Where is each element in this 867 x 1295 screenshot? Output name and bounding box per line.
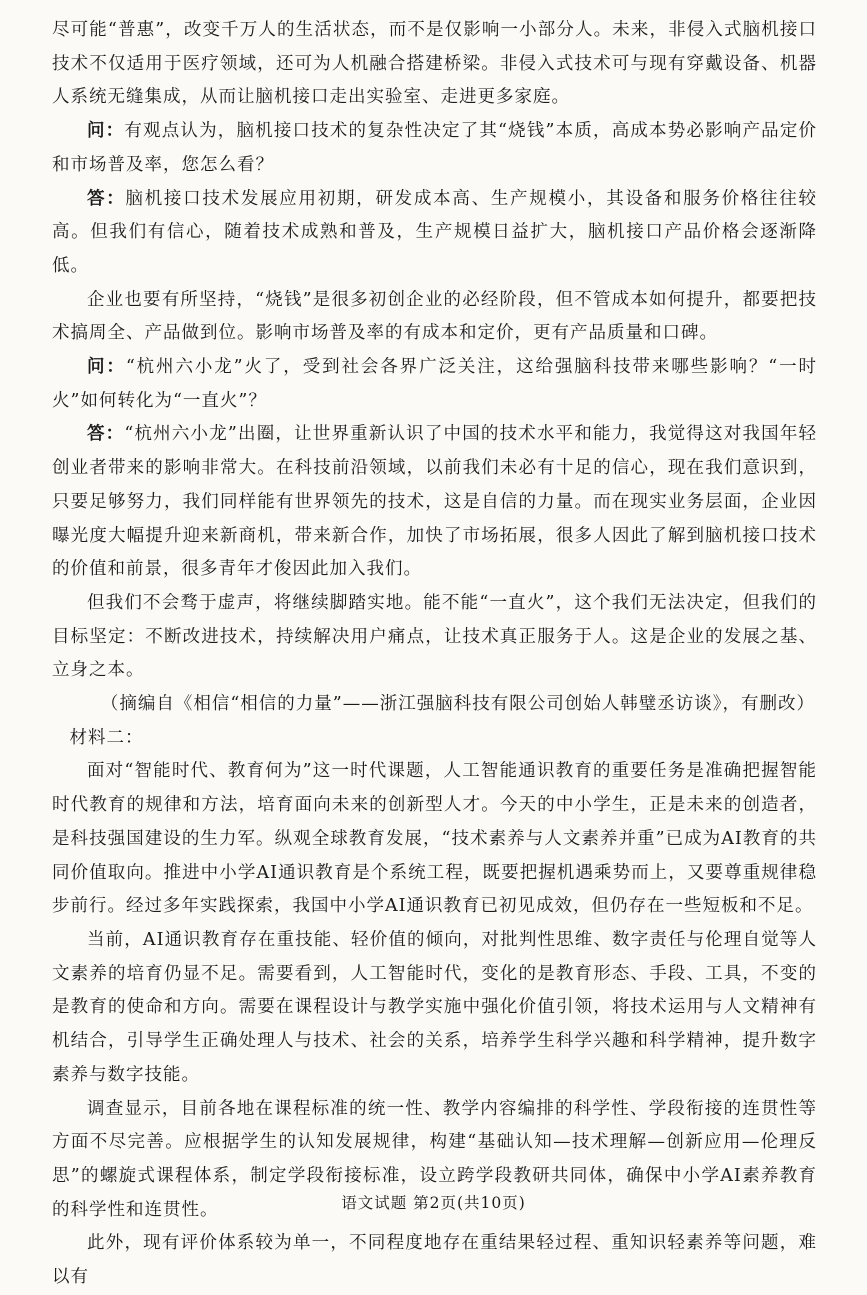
paragraph-text: “杭州六小龙”火了，受到社会各界广泛关注，这给强脑科技带来哪些影响？“一时火”如何转化为“一直火”？ [52, 357, 818, 411]
paragraph-text: 但我们不会骛于虚声，将继续脚踏实地。能不能“一直火”，这个我们无法决定，但我们的目标坚定：不断改进技术，持续解决用户痛点，让技术真正服务于人。这是企业的发展之基、立身之本。 [52, 592, 817, 681]
speaker-label: 问： [87, 357, 126, 378]
paragraph-q1 [52, 755, 817, 924]
paragraph-p5 [52, 351, 817, 418]
material-two-body [52, 755, 817, 1294]
paragraph-text: “杭州六小龙”出圈，让世界重新认识了中国的技术水平和能力，我觉得这对我国年轻创业者带来的影响非常大。在科技前沿领域，以前我们未必有十足的信心，现在我们意识到，只要足够努力，我们同样能有世界领先的技术，这是自信的力量。而在现实业务层面，企业因曝光度大幅提升迎来新商机，带来新合作，加快了市场拓展，很多人因此了解到脑机接口技术的价值和前景，很多青年才俊因此加入我们。 [52, 424, 818, 580]
paragraph-p4 [52, 284, 817, 351]
paragraph-text: 脑机接口技术发展应用初期，研发成本高、生产规模小，其设备和服务价格往往较高。但我们有信心，随着技术成熟和普及，生产规模日益扩大，脑机接口产品价格会逐渐降低。 [52, 188, 818, 276]
paragraph-p2 [52, 115, 817, 182]
speaker-label: 问： [87, 121, 125, 142]
paragraph-q2 [52, 924, 817, 1093]
paragraph-p7 [52, 587, 817, 688]
paragraph-text: 当前，AI通识教育存在重技能、轻价值的倾向，对批判性思维、数字责任与伦理自觉等人文素养的培育仍显不足。需要看到，人工智能时代，变化的是教育形态、手段、工具，不变的是教育的使命和方向。需要在课程设计与教学实施中强化价值引领，将技术运用与人文精神有机结合，引导学生正确处理人与技术、社会的关系，培养学生科学兴趣和科学精神，提升数字素养与数字技能。 [52, 929, 817, 1085]
material-one-body [52, 14, 817, 688]
paragraph-p6 [52, 418, 817, 587]
paragraph-text: 尽可能“普惠”，改变千万人的生活状态，而不是仅影响一小部分人。未来，非侵入式脑机接口技术不仅适用于医疗领域，还可为人机融合搭建桥梁。非侵入式技术可与现有穿戴设备、机器人系统无缝集成，从而让脑机接口走出实验室、走进更多家庭。 [52, 20, 817, 108]
source-note: （摘编自《相信“相信的力量”——浙江强脑科技有限公司创始人韩璧丞访谈》，有删改） [100, 694, 815, 715]
paragraph-text: 有观点认为，脑机接口技术的复杂性决定了其“烧钱”本质，高成本势必影响产品定价和市场普及率，您怎么看？ [52, 121, 818, 175]
material-two-heading: 材料二： [69, 727, 144, 748]
paragraph-text: 面对“智能时代、教育何为”这一时代课题，人工智能通识教育的重要任务是准确把握智能时代教育的规律和方法，培育面向未来的创新型人才。今天的中小学生，正是未来的创造者，是科技强国建设的生力军。纵观全球教育发展，“技术素养与人文素养并重”已成为AI教育的共同价值取向。推进中小学AI通识教育是个系统工程，既要把握机遇乘势而上，又要尊重规律稳步前行。经过多年实践探索，我国中小学AI通识教育已初见成效，但仍存在一些短板和不足。 [52, 761, 817, 917]
paragraph-text: 此外，现有评价体系较为单一，不同程度地存在重结果轻过程、重知识轻素养等问题，难以有 [52, 1233, 817, 1288]
paragraph-p3 [52, 183, 817, 284]
speaker-label: 答： [87, 424, 125, 445]
paragraph-text: 企业也要有所坚持，“烧钱”是很多初创企业的必经阶段，但不管成本如何提升，都要把技术搞周全、产品做到位。影响市场普及率的有成本和定价，更有产品质量和口碑。 [52, 289, 817, 344]
page-footer: 语文试题 第2页(共10页) [341, 1194, 526, 1212]
paragraph-p1 [52, 14, 817, 115]
paragraph-q4 [52, 1227, 817, 1294]
speaker-label: 答： [87, 188, 126, 209]
paragraph-text: 调查显示，目前各地在课程标准的统一性、教学内容编排的科学性、学段衔接的连贯性等方面不尽完善。应根据学生的认知发展规律，构建“基础认知—技术理解—创新应用—伦理反思”的螺旋式课程体系，制定学段衔接标准，设立跨学段教研共同体，确保中小学AI素养教育的科学性和连贯性。 [52, 1098, 817, 1220]
